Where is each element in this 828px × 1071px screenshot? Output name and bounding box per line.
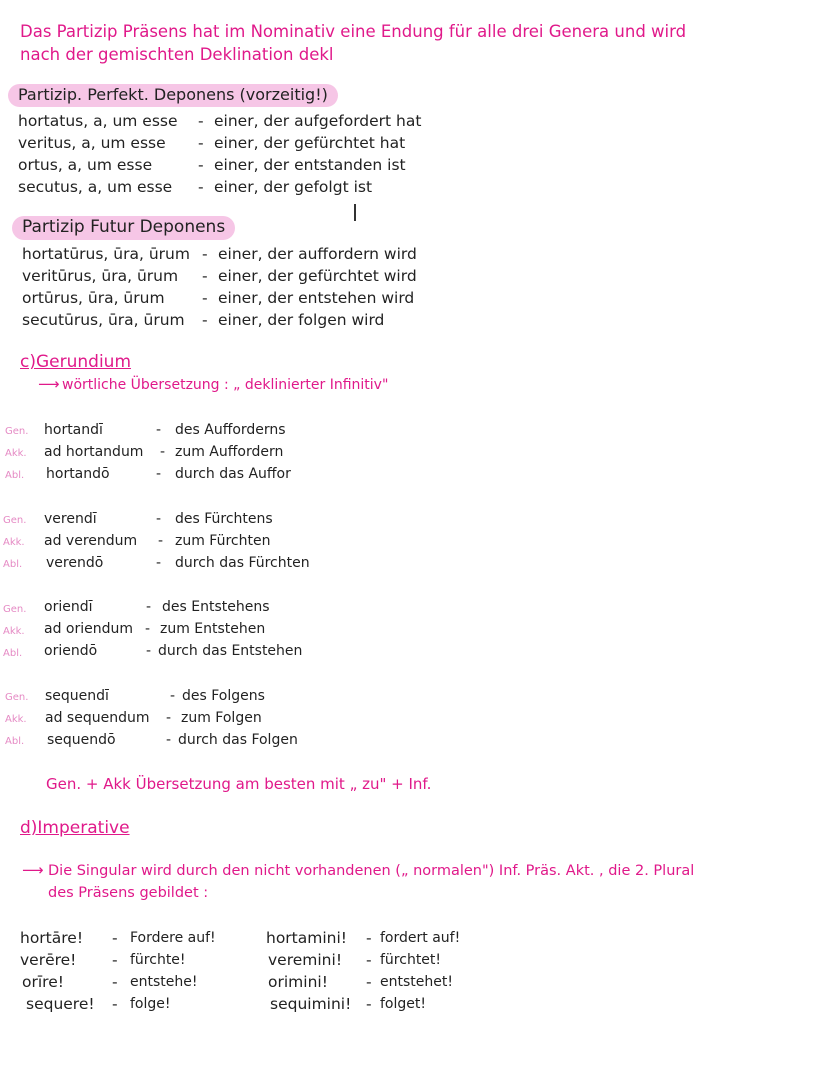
- gerund-latin: hortandō: [46, 466, 110, 482]
- gerund-latin: oriendī: [44, 599, 93, 615]
- case-label: Akk.: [3, 626, 25, 637]
- pfa-german: einer, der folgen wird: [218, 311, 385, 329]
- pfa-latin: secutūrus, ūra, ūrum: [22, 311, 185, 329]
- imperative-latin: orimini!: [268, 973, 328, 991]
- imperative-latin: hortāre!: [20, 929, 84, 947]
- gerund-german: durch das Folgen: [178, 732, 298, 748]
- gerund-dash: -: [156, 466, 162, 482]
- imperative-german: entstehet!: [380, 974, 453, 990]
- gerund-german: des Fürchtens: [175, 511, 273, 527]
- imperative-german: folge!: [130, 996, 171, 1012]
- ppp-heading: Partizip. Perfekt. Deponens (vorzeitig!): [8, 84, 338, 107]
- gerund-latin: verendī: [44, 511, 97, 527]
- case-label: Akk.: [5, 714, 27, 725]
- gerund-latin: ad hortandum: [44, 444, 144, 460]
- imperative-latin: verēre!: [20, 951, 77, 969]
- imperative-german: fürchtet!: [380, 952, 442, 968]
- imperative-dash: -: [112, 995, 118, 1013]
- gerund-note: Gen. + Akk Übersetzung am besten mit „ zu" + Inf.: [46, 775, 432, 793]
- pfa-german: einer, der gefürchtet wird: [218, 267, 417, 285]
- imperative-latin: hortamini!: [266, 929, 348, 947]
- gerund-german: zum Fürchten: [175, 533, 271, 549]
- case-label: Gen.: [5, 426, 29, 437]
- gerund-dash: -: [146, 599, 152, 615]
- imperative-dash: -: [366, 973, 372, 991]
- imperative-dash: -: [112, 973, 118, 991]
- gerund-dash: -: [156, 422, 162, 438]
- right-arrow-icon: ⟶: [22, 861, 44, 879]
- case-label: Akk.: [5, 448, 27, 459]
- ppp-dash: -: [198, 178, 204, 196]
- vertical-tick-mark: [354, 204, 356, 221]
- gerund-dash: -: [158, 533, 164, 549]
- gerund-german: durch das Auffor: [175, 466, 291, 482]
- gerund-german: des Entstehens: [162, 599, 270, 615]
- ppp-german: einer, der aufgefordert hat: [214, 112, 422, 130]
- pfa-dash: -: [202, 289, 208, 307]
- ppp-latin: hortatus, a, um esse: [18, 112, 178, 130]
- imperative-dash: -: [112, 929, 118, 947]
- imperative-latin: veremini!: [268, 951, 343, 969]
- imperative-heading: d)Imperative: [20, 818, 130, 838]
- gerund-dash: -: [146, 643, 152, 659]
- case-label: Abl.: [5, 470, 25, 481]
- gerund-latin: ad verendum: [44, 533, 138, 549]
- gerund-german: durch das Fürchten: [175, 555, 310, 571]
- pfa-german: einer, der entstehen wird: [218, 289, 415, 307]
- gerund-german: des Folgens: [182, 688, 265, 704]
- imperative-german: entstehe!: [130, 974, 198, 990]
- imperative-line-1: Die Singular wird durch den nicht vorhandenen („ normalen") Inf. Präs. Akt. , die 2. Plural: [48, 863, 695, 879]
- gerund-german: des Aufforderns: [175, 422, 286, 438]
- case-label: Akk.: [3, 537, 25, 548]
- gerund-latin: sequendī: [45, 688, 109, 704]
- case-label: Gen.: [3, 515, 27, 526]
- case-label: Gen.: [3, 604, 27, 615]
- imperative-dash: -: [112, 951, 118, 969]
- case-label: Gen.: [5, 692, 29, 703]
- gerund-latin: ad sequendum: [45, 710, 150, 726]
- imperative-dash: -: [366, 995, 372, 1013]
- gerund-latin: hortandī: [44, 422, 103, 438]
- ppp-latin: secutus, a, um esse: [18, 178, 173, 196]
- gerund-heading: c)Gerundium: [20, 352, 131, 372]
- gerund-latin: ad oriendum: [44, 621, 134, 637]
- case-label: Abl.: [3, 648, 23, 659]
- ppp-dash: -: [198, 112, 204, 130]
- gerund-dash: -: [166, 710, 172, 726]
- gerund-german: zum Auffordern: [175, 444, 284, 460]
- imperative-latin: sequimini!: [270, 995, 352, 1013]
- pfa-dash: -: [202, 245, 208, 263]
- imperative-dash: -: [366, 951, 372, 969]
- case-label: Abl.: [3, 559, 23, 570]
- imperative-german: Fordere auf!: [130, 930, 216, 946]
- ppp-latin: veritus, a, um esse: [18, 134, 166, 152]
- pfa-heading: Partizip Futur Deponens: [12, 216, 235, 240]
- gerund-dash: -: [156, 555, 162, 571]
- pfa-latin: ortūrus, ūra, ūrum: [22, 289, 165, 307]
- imperative-german: folget!: [380, 996, 426, 1012]
- pfa-german: einer, der auffordern wird: [218, 245, 417, 263]
- gerund-latin: verendō: [46, 555, 104, 571]
- gerund-dash: -: [156, 511, 162, 527]
- gerund-dash: -: [160, 444, 166, 460]
- pfa-latin: hortatūrus, ūra, ūrum: [22, 245, 190, 263]
- pfa-dash: -: [202, 267, 208, 285]
- gerund-latin: oriendō: [44, 643, 98, 659]
- gerund-latin: sequendō: [47, 732, 116, 748]
- gerund-german: zum Folgen: [181, 710, 262, 726]
- ppp-german: einer, der entstanden ist: [214, 156, 406, 174]
- gerund-german: durch das Entstehen: [158, 643, 303, 659]
- ppp-latin: ortus, a, um esse: [18, 156, 153, 174]
- imperative-line-2: des Präsens gebildet :: [48, 885, 209, 901]
- gerund-dash: -: [145, 621, 151, 637]
- gerund-subtitle: wörtliche Übersetzung : „ deklinierter Infinitiv": [62, 377, 389, 393]
- ppp-german: einer, der gefürchtet hat: [214, 134, 406, 152]
- ppp-dash: -: [198, 156, 204, 174]
- gerund-german: zum Entstehen: [160, 621, 266, 637]
- imperative-dash: -: [366, 929, 372, 947]
- imperative-latin: orīre!: [22, 973, 64, 991]
- pfa-dash: -: [202, 311, 208, 329]
- pfa-latin: veritūrus, ūra, ūrum: [22, 267, 179, 285]
- gerund-dash: -: [170, 688, 176, 704]
- imperative-german: fürchte!: [130, 952, 186, 968]
- right-arrow-icon: ⟶: [38, 375, 60, 393]
- imperative-german: fordert auf!: [380, 930, 461, 946]
- ppp-german: einer, der gefolgt ist: [214, 178, 373, 196]
- intro-line-1: Das Partizip Präsens hat im Nominativ eine Endung für alle drei Genera und wird: [20, 22, 687, 41]
- ppp-dash: -: [198, 134, 204, 152]
- intro-line-2: nach der gemischten Deklination dekl: [20, 45, 334, 64]
- case-label: Abl.: [5, 736, 25, 747]
- imperative-latin: sequere!: [26, 995, 95, 1013]
- gerund-dash: -: [166, 732, 172, 748]
